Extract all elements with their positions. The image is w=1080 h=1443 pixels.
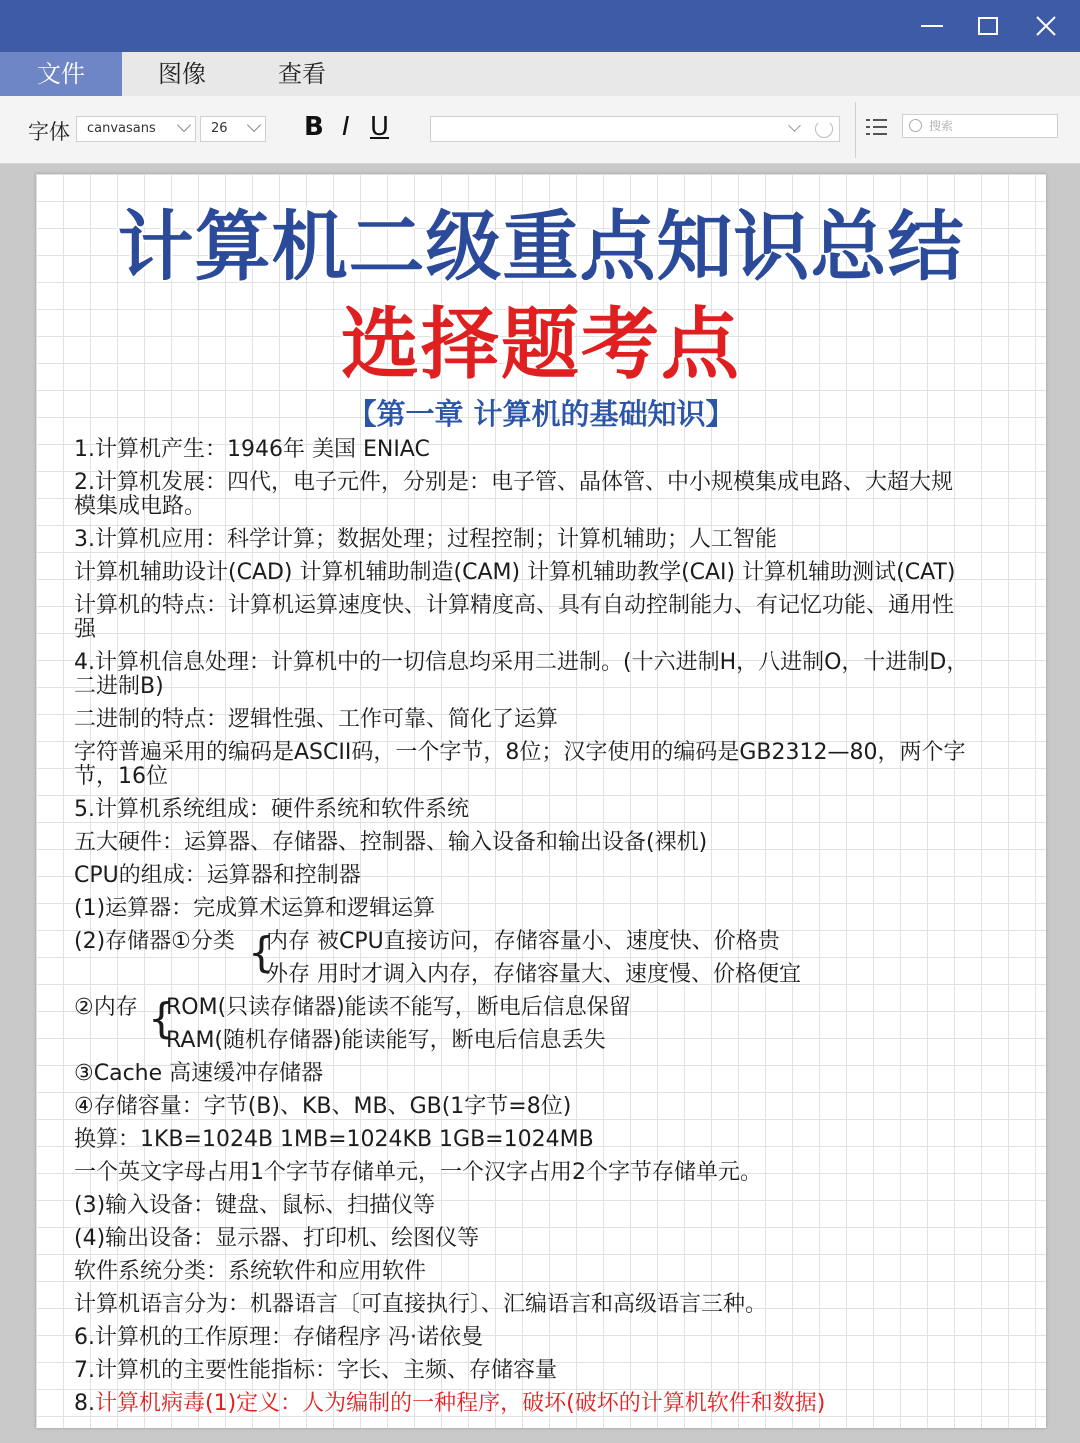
highlight-text: 计算机病毒(1)定义：人为编制的一种程序，破坏(破坏的计算机软件和数据)	[95, 1391, 826, 1416]
text-line: 计算机辅助设计(CAD) 计算机辅助制造(CAM) 计算机辅助教学(CAI) 计算机辅助测试(CAT)	[74, 560, 956, 585]
text-line: 外存 用时才调入内存，存储容量大、速度慢、价格便宜	[266, 962, 801, 987]
document-title: 计算机二级重点知识总结	[117, 202, 965, 291]
title-bar	[0, 0, 1080, 52]
text-line: 节，16位	[74, 764, 168, 789]
text-line: 二进制B)	[74, 674, 164, 699]
minimize-button[interactable]	[912, 8, 952, 44]
text-line-highlight	[74, 1392, 825, 1416]
font-family-value: canvasans	[87, 121, 156, 136]
text-line: CPU的组成：运算器和控制器	[74, 863, 361, 888]
underline-button[interactable]: U	[370, 112, 390, 142]
text-line: 5.计算机系统组成：硬件系统和软件系统	[74, 797, 469, 822]
text-line: 3.计算机应用：科学计算；数据处理；过程控制；计算机辅助；人工智能	[74, 527, 777, 552]
text-line: 6.计算机的工作原理：存储程序 冯·诺依曼	[74, 1325, 483, 1350]
style-select[interactable]	[430, 116, 840, 142]
document-page[interactable]	[36, 174, 1046, 1428]
text-line: RAM(随机存储器)能读能写，断电后信息丢失	[166, 1028, 606, 1053]
text-line: 计算机的特点：计算机运算速度快、计算精度高、具有自动控制能力、有记忆功能、通用性	[74, 593, 955, 618]
text-line: (1)运算器：完成算术运算和逻辑运算	[74, 896, 436, 921]
text-line: 2.计算机发展：四代，电子元件，分别是：电子管、晶体管、中小规模集成电路、大超大规	[74, 470, 953, 495]
refresh-icon[interactable]	[815, 120, 833, 138]
text-line: ②内存	[74, 995, 138, 1020]
brace-symbol: {	[148, 994, 175, 1043]
text-line: 五大硬件：运算器、存储器、控制器、输入设备和输出设备(裸机)	[74, 830, 708, 855]
close-icon	[1035, 15, 1057, 37]
bold-button[interactable]: B	[304, 112, 324, 142]
chevron-down-icon	[177, 118, 191, 132]
menu-image[interactable]: 图像	[158, 60, 206, 88]
text-line: 字符普遍采用的编码是ASCII码，一个字节，8位；汉字使用的编码是GB2312—80，两个字	[74, 740, 966, 765]
font-size-select[interactable]	[200, 116, 266, 142]
font-family-select[interactable]	[76, 116, 196, 142]
text-line: 一个英文字母占用1个字节存储单元，一个汉字占用2个字节存储单元。	[74, 1160, 762, 1185]
close-button[interactable]	[1026, 8, 1066, 44]
chevron-down-icon	[247, 118, 261, 132]
format-toolbar	[0, 96, 1080, 164]
minimize-icon	[921, 25, 943, 27]
item-number: 8.	[74, 1391, 95, 1416]
text-line: 强	[74, 617, 97, 642]
menu-view[interactable]: 查看	[278, 60, 326, 88]
maximize-button[interactable]	[968, 8, 1008, 44]
text-line: 7.计算机的主要性能指标：字长、主频、存储容量	[74, 1358, 557, 1383]
text-line: 二进制的特点：逻辑性强、工作可靠、简化了运算	[74, 707, 559, 732]
text-line: 换算：1KB=1024B 1MB=1024KB 1GB=1024MB	[74, 1127, 594, 1152]
text-line: (4)输出设备：显示器、打印机、绘图仪等	[74, 1226, 480, 1251]
text-line: ③Cache 高速缓冲存储器	[74, 1061, 324, 1086]
font-label: 字体	[28, 120, 70, 144]
brace-symbol: {	[248, 928, 275, 977]
text-line: 1.计算机产生：1946年 美国 ENIAC	[74, 437, 430, 462]
chapter-heading: 【第一章 计算机的基础知识】	[347, 397, 735, 431]
menu-file[interactable]: 文件	[0, 52, 122, 96]
numbered-list-icon[interactable]	[866, 116, 888, 138]
search-icon	[909, 119, 922, 132]
text-line: (2)存储器①分类	[74, 929, 235, 954]
toolbar-divider	[855, 102, 856, 158]
italic-button[interactable]: I	[342, 112, 350, 142]
menu-bar	[0, 52, 1080, 96]
text-line: 软件系统分类：系统软件和应用软件	[74, 1259, 427, 1284]
maximize-icon	[978, 17, 998, 35]
text-line: 计算机语言分为：机器语言〔可直接执行〕、汇编语言和高级语言三种。	[74, 1292, 768, 1317]
search-input[interactable]	[902, 114, 1058, 138]
text-line: (3)输入设备：键盘、鼠标、扫描仪等	[74, 1193, 436, 1218]
text-line: ROM(只读存储器)能读不能写，断电后信息保留	[166, 995, 631, 1020]
text-line: ④存储容量：字节(B)、KB、MB、GB(1字节=8位)	[74, 1094, 572, 1119]
search-placeholder: 搜索	[929, 119, 954, 133]
text-line: 4.计算机信息处理：计算机中的一切信息均采用二进制。(十六进制H，八进制O，十进制D，	[74, 650, 969, 675]
document-subtitle: 选择题考点	[340, 300, 741, 390]
font-size-value: 26	[211, 121, 228, 136]
text-line: 模集成电路。	[74, 494, 207, 519]
chevron-down-icon	[788, 119, 801, 132]
text-line: 内存 被CPU直接访问，存储容量小、速度快、价格贵	[266, 929, 780, 954]
